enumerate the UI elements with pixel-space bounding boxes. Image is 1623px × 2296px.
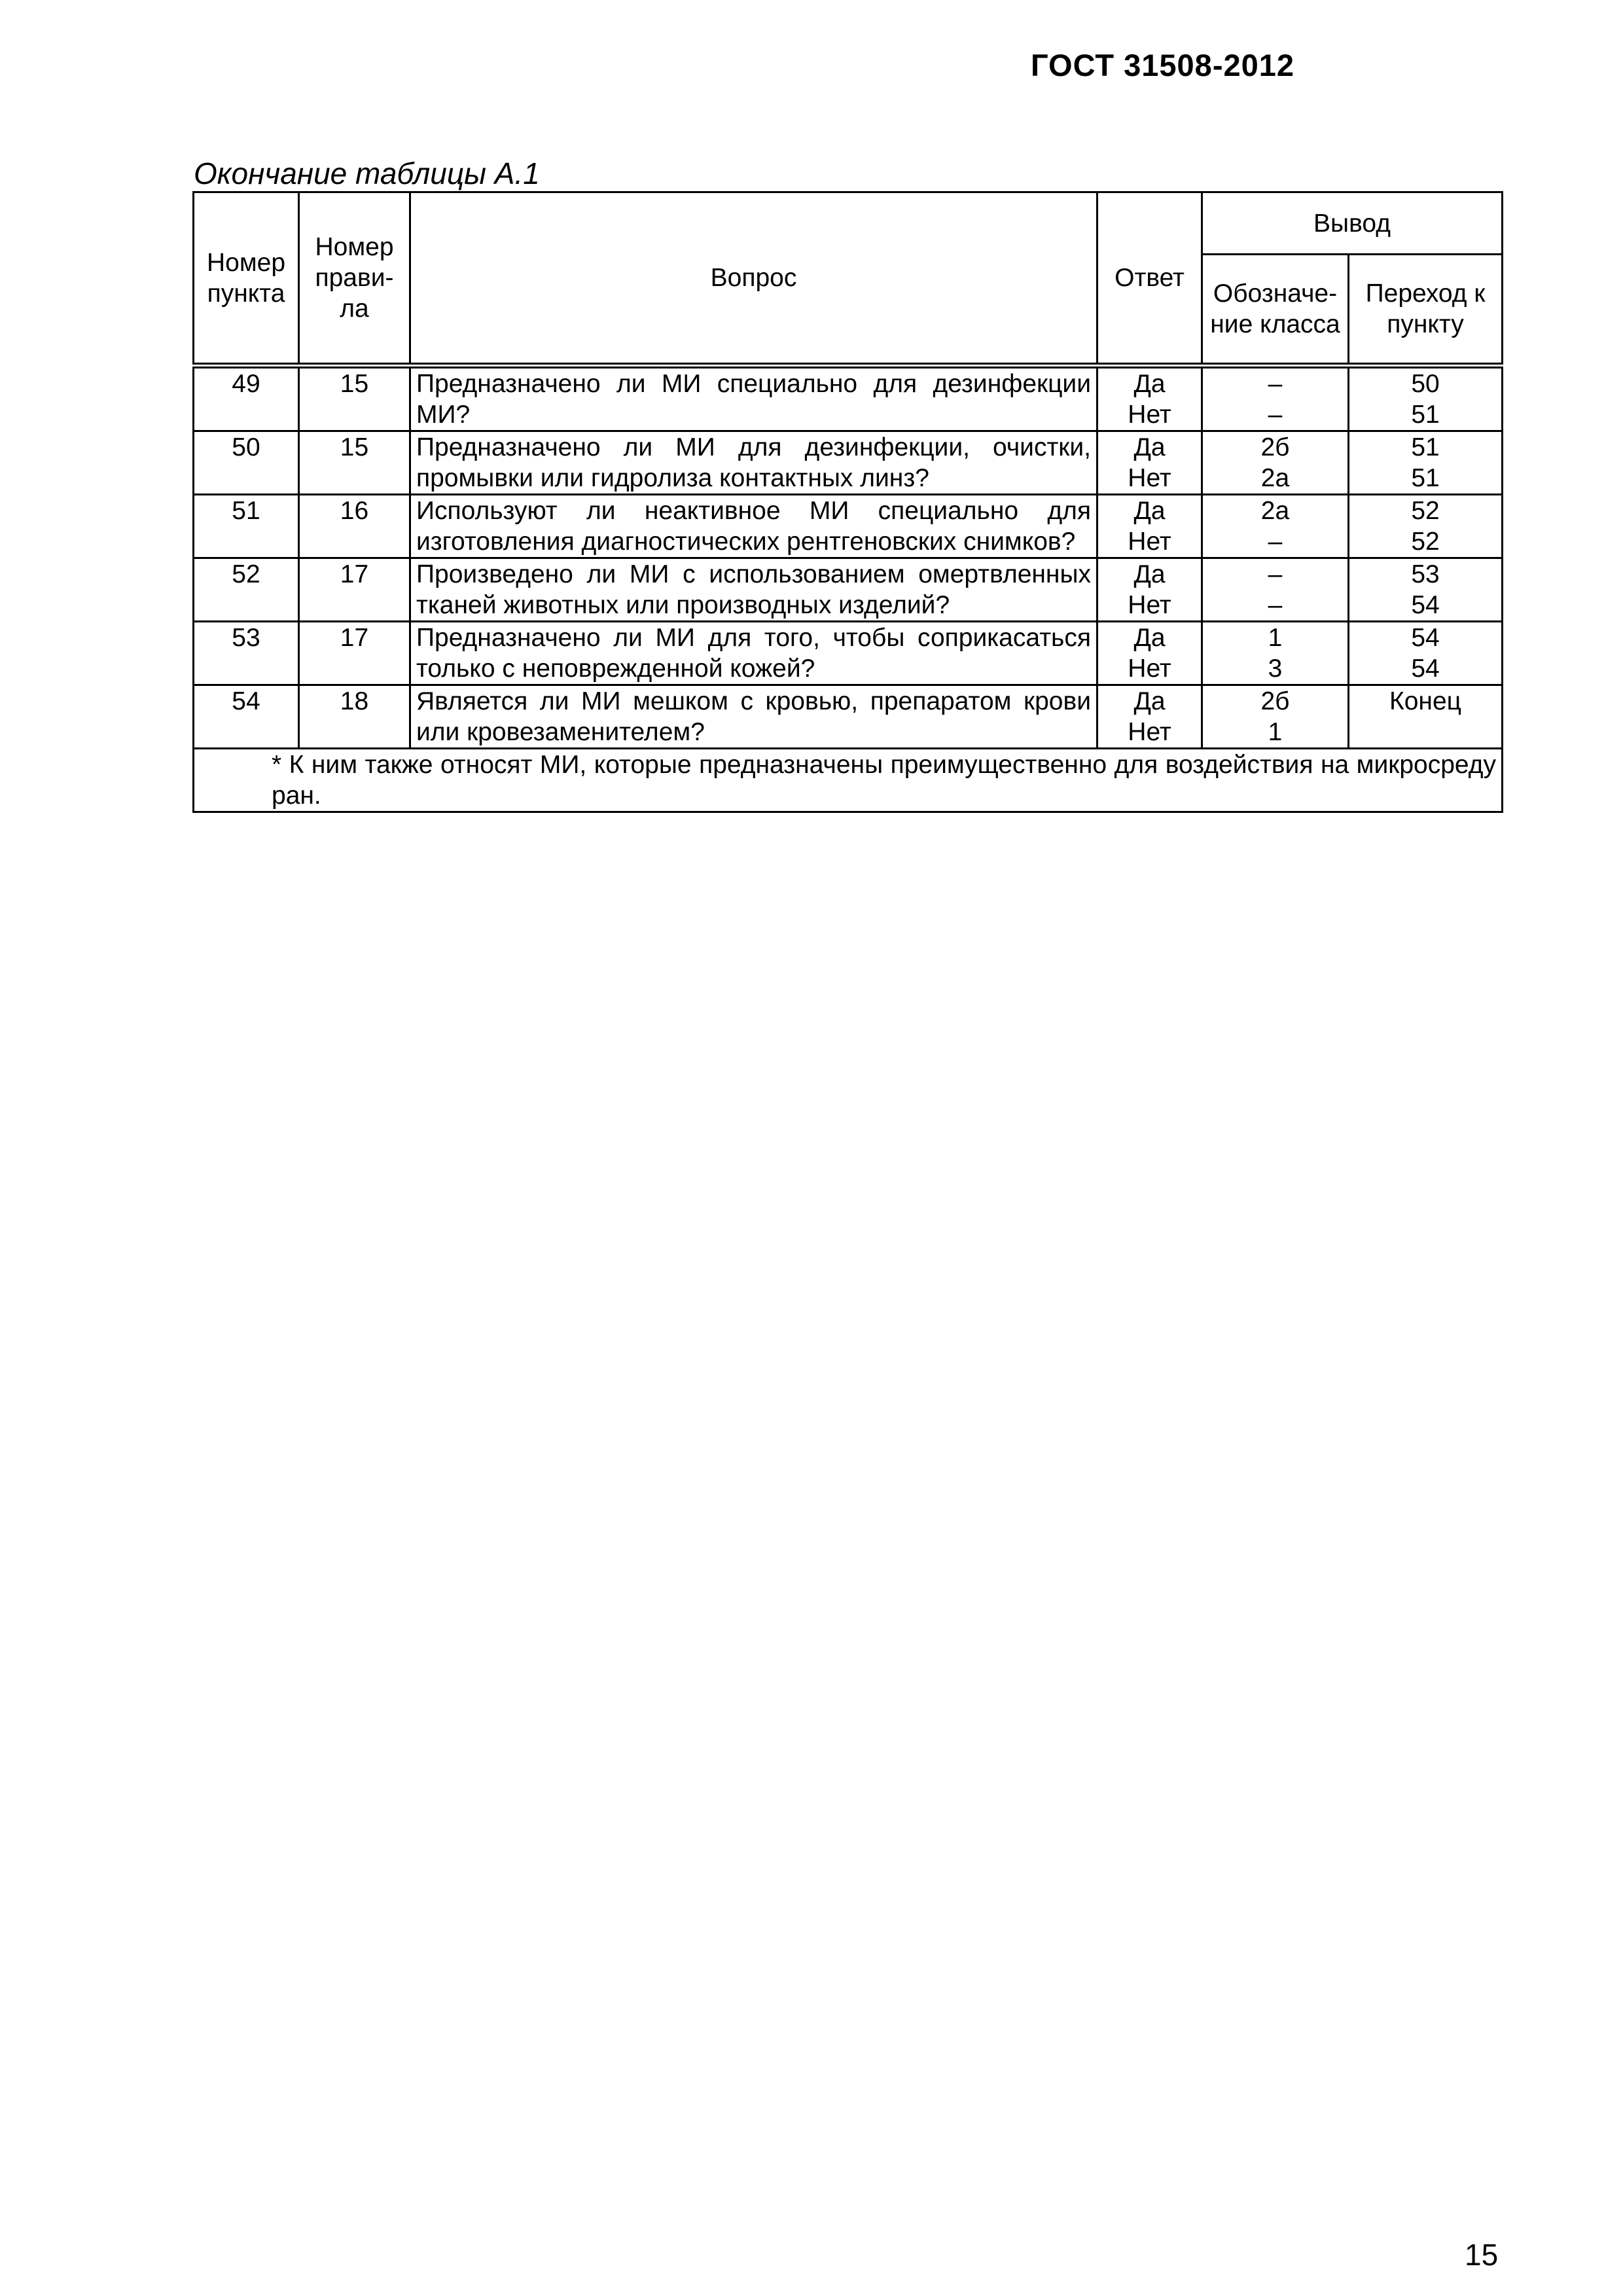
class-if-no: – — [1268, 591, 1283, 619]
header-item-no: Номер пункта — [194, 192, 299, 366]
class-if-yes: 2б — [1260, 687, 1290, 715]
class-if-yes: 2а — [1260, 497, 1290, 525]
class-if-yes: – — [1268, 370, 1283, 398]
table-row — [194, 495, 1503, 558]
header-output: Вывод — [1202, 192, 1503, 255]
class-cell — [1202, 366, 1349, 431]
answer-yes: Да — [1133, 687, 1166, 715]
goto-if-no: 52 — [1411, 528, 1440, 556]
goto-if-yes: 50 — [1411, 370, 1440, 398]
classification-table — [192, 191, 1503, 813]
question-text: Предназначено ли МИ для дезинфекции, очистки, промывки или гидролиза контактных линз? — [410, 431, 1097, 495]
class-if-no: 3 — [1268, 655, 1283, 683]
answer-yes: Да — [1133, 433, 1166, 461]
answers-cell — [1097, 685, 1202, 749]
answer-no: Нет — [1128, 591, 1171, 619]
class-cell — [1202, 431, 1349, 495]
table-row — [194, 558, 1503, 622]
class-if-yes: 2б — [1260, 433, 1290, 461]
table-footnote: * К ним также относят МИ, которые предназначены преимущественно для воздействия на микросреду ран. — [272, 751, 1497, 810]
header-go-to: Переход к пункту — [1349, 255, 1503, 366]
answer-yes: Да — [1133, 497, 1166, 525]
footnote-row — [194, 749, 1503, 812]
header-answer: Ответ — [1097, 192, 1202, 366]
goto-cell — [1349, 366, 1503, 431]
footnote-cell — [194, 749, 1503, 812]
goto-if-yes: Конец — [1389, 687, 1461, 715]
question-text: Произведено ли МИ с использованием омертвленных тканей животных или производных изделий? — [410, 558, 1097, 622]
goto-if-yes: 54 — [1411, 624, 1440, 652]
goto-cell — [1349, 685, 1503, 749]
goto-if-no: 54 — [1411, 591, 1440, 619]
answer-yes: Да — [1133, 624, 1166, 652]
item-number: 49 — [194, 366, 299, 431]
question-text: Предназначено ли МИ специально для дезинфекции МИ? — [410, 366, 1097, 431]
goto-if-yes: 53 — [1411, 560, 1440, 588]
table-caption: Окончание таблицы А.1 — [194, 156, 540, 190]
answer-no: Нет — [1128, 655, 1171, 683]
rule-number: 18 — [299, 685, 410, 749]
table-row — [194, 622, 1503, 685]
class-if-no: 2а — [1260, 464, 1290, 492]
table-row — [194, 431, 1503, 495]
header-class-designation: Обозначе-ние класса — [1202, 255, 1349, 366]
rule-number: 15 — [299, 431, 410, 495]
item-number: 54 — [194, 685, 299, 749]
class-if-yes: 1 — [1268, 624, 1283, 652]
answer-no: Нет — [1128, 464, 1171, 492]
item-number: 51 — [194, 495, 299, 558]
goto-cell — [1349, 622, 1503, 685]
goto-cell — [1349, 431, 1503, 495]
goto-cell — [1349, 558, 1503, 622]
header-question: Вопрос — [410, 192, 1097, 366]
rule-number: 16 — [299, 495, 410, 558]
class-if-no: – — [1268, 401, 1283, 429]
answers-cell — [1097, 558, 1202, 622]
question-text: Является ли МИ мешком с кровью, препаратом крови или кровезаменителем? — [410, 685, 1097, 749]
answers-cell — [1097, 622, 1202, 685]
class-if-yes: – — [1268, 560, 1283, 588]
header-rule-no: Номер прави-ла — [299, 192, 410, 366]
item-number: 52 — [194, 558, 299, 622]
question-text: Предназначено ли МИ для того, чтобы соприкасаться только с неповрежденной кожей? — [410, 622, 1097, 685]
table-row — [194, 366, 1503, 431]
class-cell — [1202, 495, 1349, 558]
class-cell — [1202, 622, 1349, 685]
class-cell — [1202, 558, 1349, 622]
answer-yes: Да — [1133, 560, 1166, 588]
answers-cell — [1097, 495, 1202, 558]
answers-cell — [1097, 431, 1202, 495]
goto-cell — [1349, 495, 1503, 558]
class-if-no: – — [1268, 528, 1283, 556]
goto-if-no: 51 — [1411, 464, 1440, 492]
item-number: 53 — [194, 622, 299, 685]
goto-if-no: 54 — [1411, 655, 1440, 683]
goto-if-yes: 52 — [1411, 497, 1440, 525]
answer-yes: Да — [1133, 370, 1166, 398]
answer-no: Нет — [1128, 718, 1171, 746]
goto-if-no: 51 — [1411, 401, 1440, 429]
table-row — [194, 685, 1503, 749]
item-number: 50 — [194, 431, 299, 495]
answers-cell — [1097, 366, 1202, 431]
rule-number: 17 — [299, 558, 410, 622]
answer-no: Нет — [1128, 528, 1171, 556]
rule-number: 17 — [299, 622, 410, 685]
page-number: 15 — [1465, 2238, 1499, 2272]
class-if-no: 1 — [1268, 718, 1283, 746]
rule-number: 15 — [299, 366, 410, 431]
class-cell — [1202, 685, 1349, 749]
answer-no: Нет — [1128, 401, 1171, 429]
document-code: ГОСТ 31508-2012 — [1031, 48, 1295, 82]
goto-if-yes: 51 — [1411, 433, 1440, 461]
question-text: Используют ли неактивное МИ специально для изготовления диагностических рентгеновских снимков? — [410, 495, 1097, 558]
